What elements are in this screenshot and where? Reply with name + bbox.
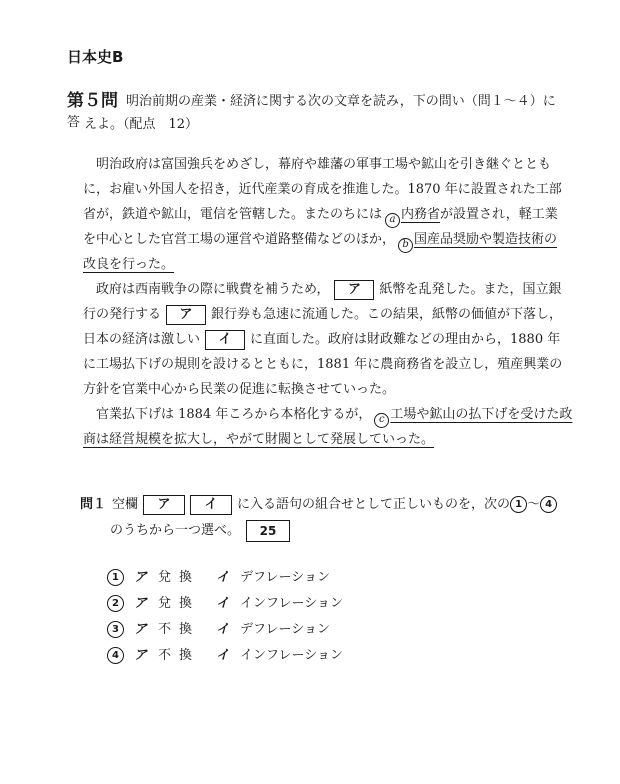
underline-b-cont: 改良を行った。 (83, 257, 175, 272)
choice-key-i: イ (216, 570, 230, 585)
choice-key-a: ア (134, 622, 148, 637)
passage-line (83, 252, 174, 277)
subject-title: 日本史B (67, 48, 124, 66)
range-separator: ～ (527, 497, 541, 512)
choice-word-i: インフレーション (240, 596, 343, 611)
passage-text: 銀行券も急速に流通した。この結果，紙幣の価値が下落し， (211, 307, 563, 322)
choice-key-i: イ (216, 648, 230, 663)
sub-question-line (80, 492, 557, 518)
marker-c: c (374, 413, 389, 428)
passage-text: 官業払下げは 1884 年ころから本格化するが， (96, 407, 372, 422)
passage-text: が設置され，軽工業 (440, 207, 558, 222)
sub-question-text: のうちから一つ選べ。 (110, 523, 241, 538)
sub-question-text: 空欄 (112, 497, 139, 512)
range-end-marker: 4 (540, 496, 557, 513)
question-intro-line1: 明治前期の産業・経済に関する次の文章を読み，下の問い（問１～４）に答 (67, 94, 556, 130)
marker-a: a (385, 213, 400, 228)
choice-key-a: ア (134, 648, 148, 663)
choice-option[interactable] (107, 566, 330, 590)
passage-text: を中心とした官営工場の運営や道路整備などのほか， (83, 232, 396, 247)
passage-line: 明治政府は富国強兵をめざし，幕府や雄藩の軍事工場や鉱山を引き継ぐととも (96, 157, 552, 172)
choice-option[interactable] (107, 644, 343, 668)
blank-a: ア (143, 495, 185, 515)
choice-word-a: 不換 (158, 622, 201, 637)
question-number: 第５問 (67, 91, 118, 111)
blank-i: イ (190, 495, 232, 515)
passage-line (83, 227, 557, 252)
choice-number: 1 (107, 569, 124, 586)
passage-text: に直面した。政府は財政難などの理由から，1880 年 (250, 332, 561, 347)
choice-number: 4 (107, 647, 124, 664)
sub-question-line (110, 518, 290, 544)
choice-word-i: デフレーション (240, 570, 330, 585)
blank-i: イ (205, 330, 245, 350)
passage-text: 紙幣を乱発した。また，国立銀 (379, 282, 562, 297)
passage-line: に工場払下げの規則を設けるとともに，1881 年に農商務省を設立し，殖産興業の (83, 357, 563, 372)
choice-key-i: イ (216, 596, 230, 611)
choice-key-a: ア (134, 570, 148, 585)
question-header (67, 86, 567, 130)
passage-text: 行の発行する (83, 307, 162, 322)
answer-number-box: 25 (246, 520, 290, 542)
passage-text: 省が，鉄道や鉱山，電信を管轄した。またのちには (83, 207, 383, 222)
choice-option[interactable] (107, 618, 330, 642)
choice-option[interactable] (107, 592, 343, 616)
passage-line (96, 277, 562, 302)
underline-c-cont: 商は経営規模を拡大し，やがて財閥として発展していった。 (83, 432, 435, 447)
passage-line (83, 427, 434, 452)
question-intro-line2: えよ。（配点 12） (84, 117, 199, 132)
sub-question-label: 問１ (80, 497, 107, 512)
range-start-marker: 1 (510, 496, 527, 513)
passage-line (96, 402, 572, 427)
choice-word-i: インフレーション (240, 648, 343, 663)
choice-word-a: 兌換 (158, 596, 201, 611)
passage-line: に，お雇い外国人を招き，近代産業の育成を推進した。1870 年に設置された工部 (83, 182, 562, 197)
choice-number: 3 (107, 621, 124, 638)
passage-text: 政府は西南戦争の際に戦費を補うため， (96, 282, 330, 297)
blank-a: ア (166, 305, 206, 325)
passage-line (83, 202, 558, 227)
passage-line: 方針を官業中心から民業の促進に転換させていった。 (83, 382, 396, 397)
underline-b: 国産品奨励や製造技術の (414, 232, 558, 247)
choice-key-i: イ (216, 622, 230, 637)
choice-word-i: デフレーション (240, 622, 330, 637)
choice-number: 2 (107, 595, 124, 612)
underline-c: 工場や鉱山の払下げを受けた政 (390, 407, 573, 422)
choice-word-a: 不換 (158, 648, 201, 663)
underline-a: 内務省 (401, 207, 441, 222)
passage-text: 日本の経済は激しい (83, 332, 201, 347)
passage-line (83, 302, 562, 327)
choice-key-a: ア (134, 596, 148, 611)
blank-a: ア (334, 280, 374, 300)
sub-question-text: に入る語句の組合せとして正しいものを，次の (237, 497, 511, 512)
choice-word-a: 兌換 (158, 570, 201, 585)
marker-b: b (398, 238, 413, 253)
passage-line (83, 327, 560, 352)
